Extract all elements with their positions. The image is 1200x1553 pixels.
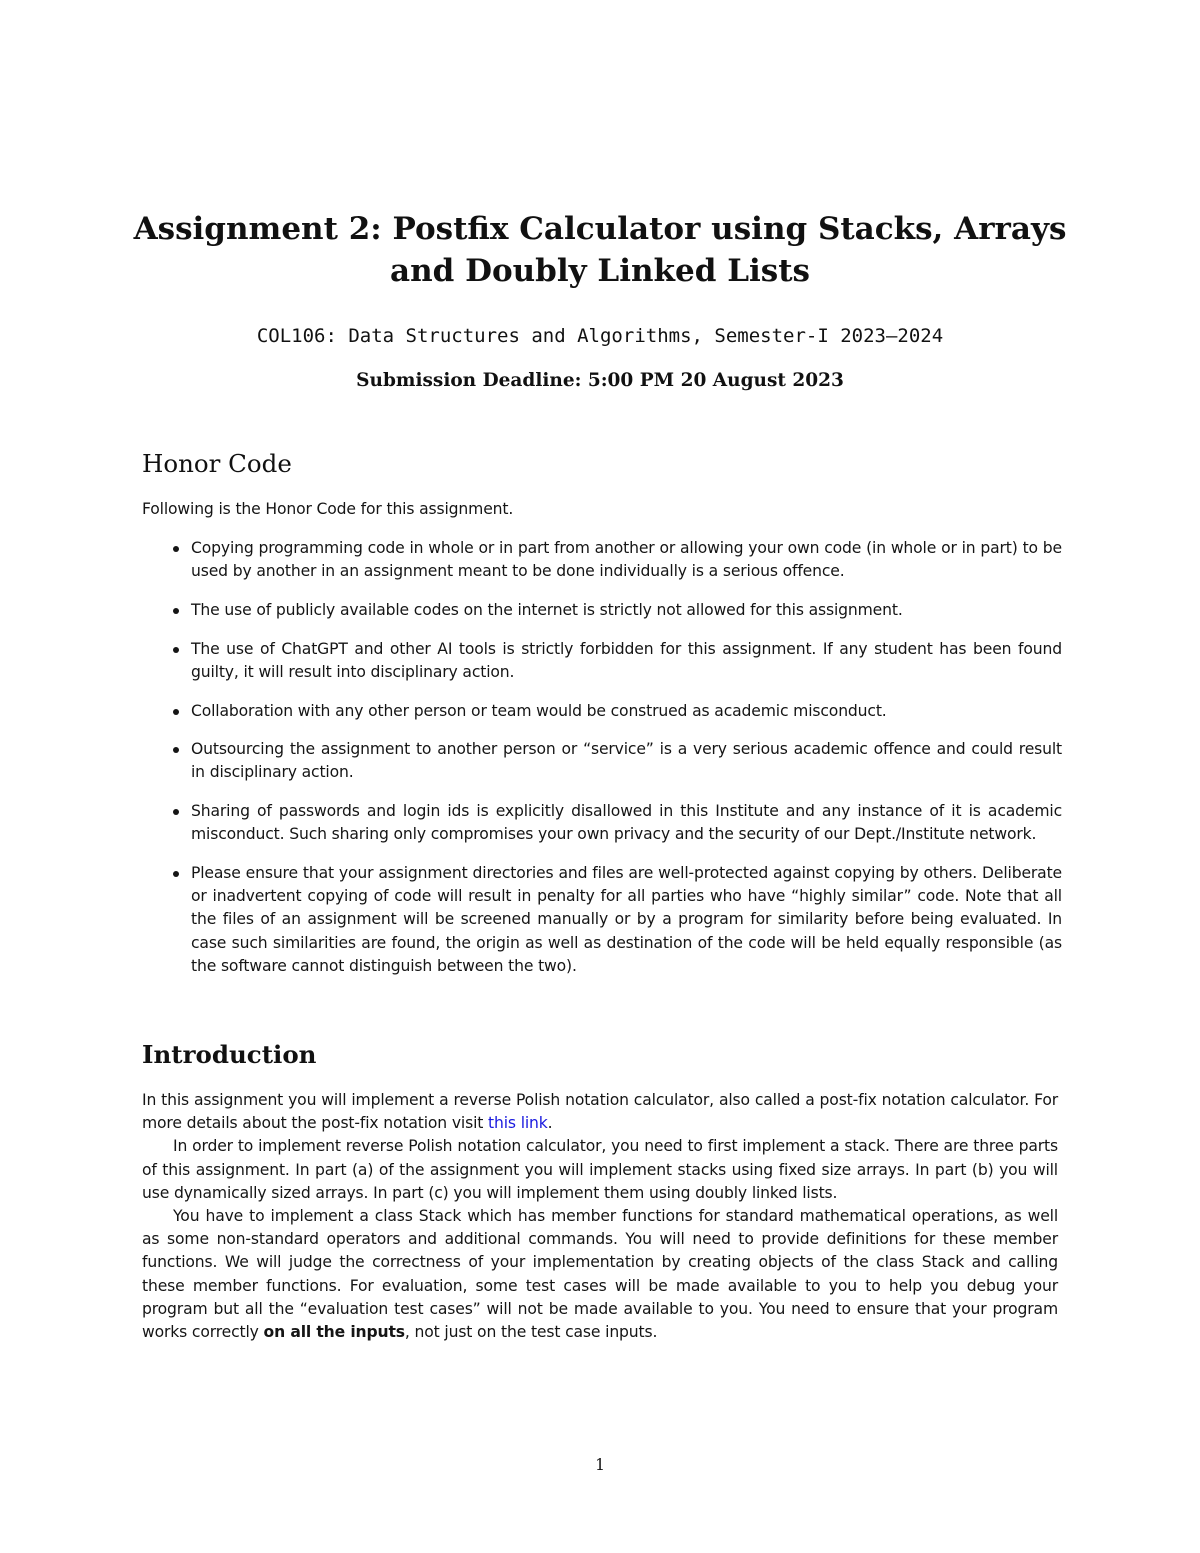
post-fix-notation-link[interactable]: this link — [488, 1114, 548, 1133]
bullet-icon — [173, 608, 179, 614]
list-item-text: The use of ChatGPT and other AI tools is strictly forbidden for this assignment. If any student has been found guilty, it will result into disciplinary action. — [191, 639, 1062, 681]
intro-p1-text: In this assignment you will implement a reverse Polish notation calculator, also called a post-fix notation calculator. For more details about the post-fix notation visit — [142, 1091, 1058, 1133]
list-item-text: Outsourcing the assignment to another person or “service” is a very serious academic offence and could result in disciplinary action. — [191, 740, 1062, 782]
list-item — [142, 700, 1062, 723]
intro-p3-emphasis: on all the inputs — [263, 1323, 405, 1342]
bullet-icon — [173, 809, 179, 815]
list-item — [142, 537, 1062, 583]
intro-p3-end: , not just on the test case inputs. — [404, 1323, 658, 1342]
list-item — [142, 862, 1062, 978]
submission-deadline: Submission Deadline: 5:00 PM 20 August 2023 — [356, 370, 844, 391]
honor-code-list — [142, 537, 1062, 994]
list-item-text: Sharing of passwords and login ids is explicitly disallowed in this Institute and any instance of it is academic misconduct. Such sharing only compromises your own privacy and the security of our Dept./Institute network. — [191, 802, 1062, 844]
intro-p1-end: . — [547, 1114, 553, 1133]
list-item — [142, 599, 1062, 622]
title-line-2: and Doubly Linked Lists — [389, 253, 811, 289]
introduction-body — [142, 1089, 1058, 1344]
list-item-text: The use of publicly available codes on the internet is strictly not allowed for this assignment. — [191, 600, 903, 619]
list-item — [142, 638, 1062, 684]
bullet-icon — [173, 546, 179, 552]
course-line: COL106: Data Structures and Algorithms, Semester-I 2023–2024 — [256, 325, 944, 347]
intro-p3-text: You have to implement a class Stack which has member functions for standard mathematical operations, as well as some non-standard operators and additional commands. You will need to provide definitions for these member functions. We will judge the correctness of your implementation by creating objects of the class Stack and calling these member functions. For evaluation, some test cases will be made available to you to help you debug your program but all the “evaluation test cases” will not be made available to you. You need to ensure that your program works correctly — [142, 1207, 1058, 1342]
list-item-text: Collaboration with any other person or team would be construed as academic misconduct. — [191, 701, 887, 720]
honor-code-heading: Honor Code — [142, 449, 292, 478]
bullet-icon — [173, 709, 179, 715]
intro-paragraph-2: In order to implement reverse Polish notation calculator, you need to first implement a stack. There are three parts of this assignment. In part (a) of the assignment you will implement stacks using fixed size arrays. In part (b) you will use dynamically sized arrays. In part (c) you will implement them using doubly linked lists. — [142, 1137, 1058, 1202]
document-title — [100, 208, 1100, 292]
list-item-text: Please ensure that your assignment directories and files are well-protected against copying by others. Deliberate or inadvertent copying of code will result in penalty for all parties who have “highly similar” code. Note that all the files of an assignment will be screened manually or by a program for similarity before being evaluated. In case such similarities are found, the origin as well as destination of the code will be held equally responsible (as the software cannot distinguish between the two). — [191, 864, 1062, 975]
honor-code-lead: Following is the Honor Code for this assignment. — [142, 500, 514, 518]
list-item-text: Copying programming code in whole or in part from another or allowing your own code (in whole or in part) to be used by another in an assignment meant to be done individually is a serious offence. — [191, 539, 1062, 581]
list-item — [142, 738, 1062, 784]
introduction-heading: Introduction — [142, 1040, 317, 1069]
list-item — [142, 800, 1062, 846]
bullet-icon — [173, 871, 179, 877]
bullet-icon — [173, 647, 179, 653]
intro-paragraph-3 — [142, 1205, 1058, 1344]
intro-paragraph-1 — [142, 1089, 1058, 1135]
bullet-icon — [173, 747, 179, 753]
page-number: 1 — [595, 1456, 605, 1474]
title-line-1: Assignment 2: Postfix Calculator using Stacks, Arrays — [133, 211, 1067, 247]
